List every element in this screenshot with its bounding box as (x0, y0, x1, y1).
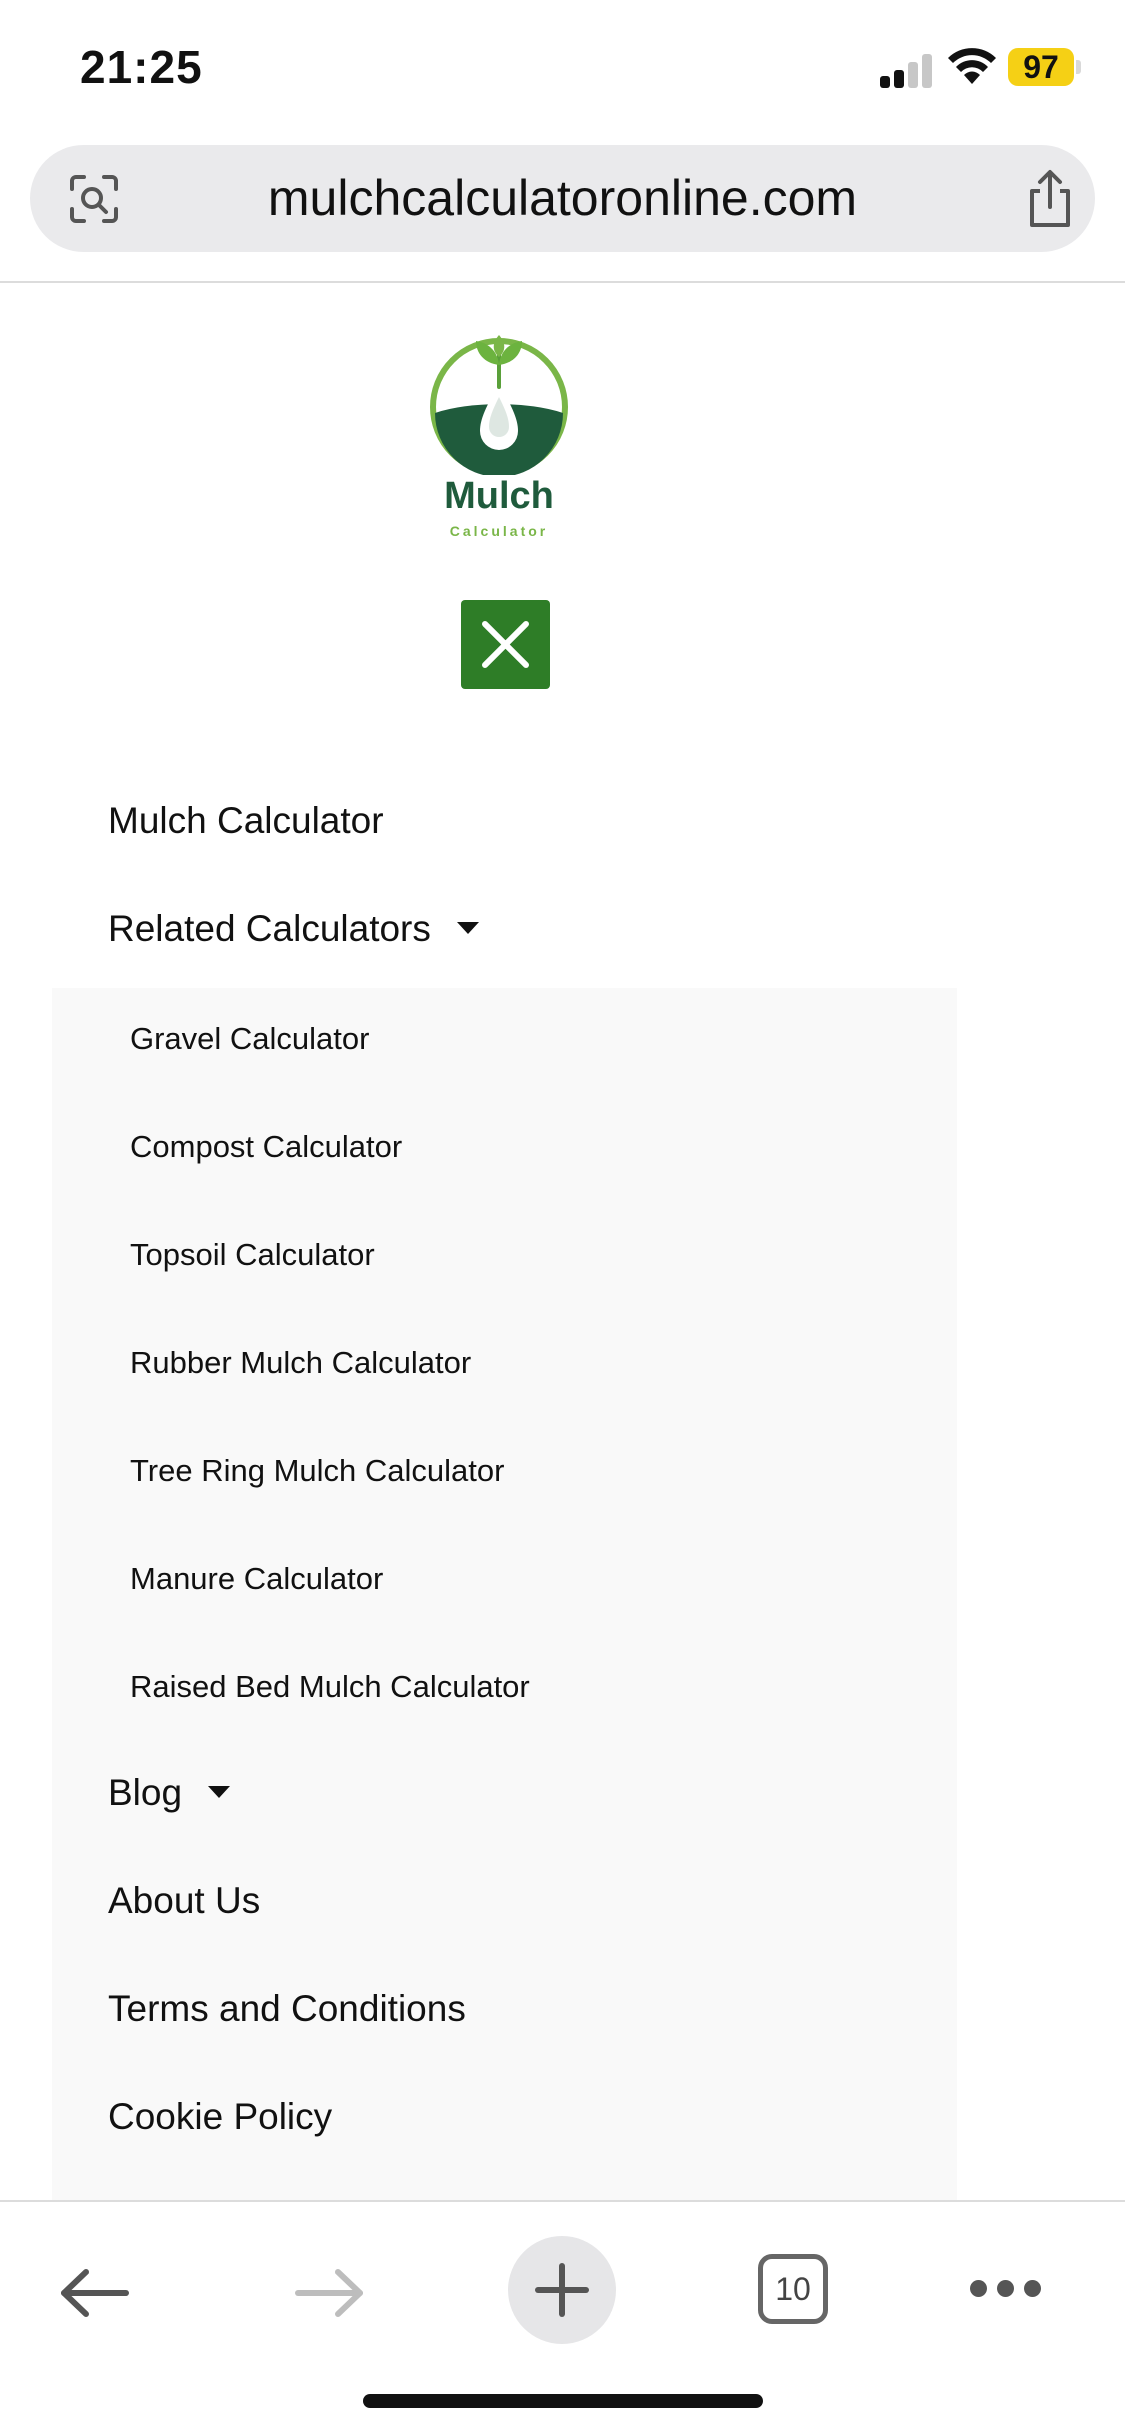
logo-title: Mulch (444, 475, 554, 517)
submenu-item-manure[interactable] (130, 1561, 383, 1597)
submenu-item-label: Topsoil Calculator (130, 1237, 375, 1272)
url-text[interactable]: mulchcalculatoronline.com (267, 170, 858, 226)
more-icon[interactable] (970, 2280, 1042, 2300)
submenu-item-label: Rubber Mulch Calculator (130, 1345, 472, 1380)
submenu-item-gravel[interactable] (130, 1021, 369, 1057)
toolbar-divider (0, 2200, 1125, 2202)
submenu-item-rubber-mulch[interactable] (130, 1345, 471, 1381)
menu-item-about-us[interactable] (108, 1880, 260, 1922)
submenu-item-label: Tree Ring Mulch Calculator (130, 1453, 505, 1488)
caret-down-icon[interactable] (208, 1786, 230, 1798)
menu-item-blog[interactable] (108, 1772, 230, 1814)
menu-item-mulch-calculator[interactable] (108, 800, 384, 842)
leaf-water-drop-logo (424, 335, 574, 475)
close-menu-button[interactable] (461, 600, 550, 689)
battery-nub (1076, 60, 1081, 74)
menu-item-terms[interactable] (108, 1988, 466, 2030)
submenu-item-compost[interactable] (130, 1129, 402, 1165)
arrow-right-icon[interactable] (292, 2268, 366, 2318)
new-tab-button[interactable] (508, 2236, 616, 2344)
logo-subtitle: Calculator (449, 523, 549, 539)
submenu-item-label: Raised Bed Mulch Calculator (130, 1669, 530, 1704)
menu-item-label: Related Calculators (108, 908, 431, 949)
submenu-item-raised-bed-mulch[interactable] (130, 1669, 530, 1705)
status-time: 21:25 (80, 41, 203, 93)
menu-item-label: Mulch Calculator (108, 800, 384, 841)
submenu-item-label: Manure Calculator (130, 1561, 384, 1596)
address-bar[interactable] (30, 145, 1095, 252)
tab-switcher-button[interactable]: 10 (758, 2254, 828, 2324)
submenu-item-label: Gravel Calculator (130, 1021, 370, 1056)
menu-item-related-calculators[interactable] (108, 908, 479, 950)
submenu-item-tree-ring-mulch[interactable] (130, 1453, 504, 1489)
close-icon (479, 618, 532, 671)
submenu-item-topsoil[interactable] (130, 1237, 375, 1273)
battery-indicator: 97 (1008, 48, 1074, 86)
share-icon[interactable] (1020, 167, 1080, 231)
plus-icon (534, 2262, 590, 2318)
arrow-left-icon[interactable] (58, 2268, 132, 2318)
menu-item-label: Cookie Policy (108, 2096, 333, 2137)
cellular-signal-icon (880, 52, 936, 88)
menu-item-label: Terms and Conditions (108, 1988, 466, 2029)
menu-item-label: About Us (108, 1880, 261, 1921)
site-logo[interactable] (424, 335, 574, 545)
status-bar (0, 0, 1125, 140)
menu-item-label: Blog (108, 1772, 183, 1813)
caret-down-icon[interactable] (457, 922, 479, 934)
wifi-icon (946, 46, 998, 86)
header-divider (0, 281, 1125, 283)
home-indicator[interactable] (363, 2394, 763, 2408)
menu-item-cookie-policy[interactable] (108, 2096, 332, 2138)
submenu-item-label: Compost Calculator (130, 1129, 403, 1164)
